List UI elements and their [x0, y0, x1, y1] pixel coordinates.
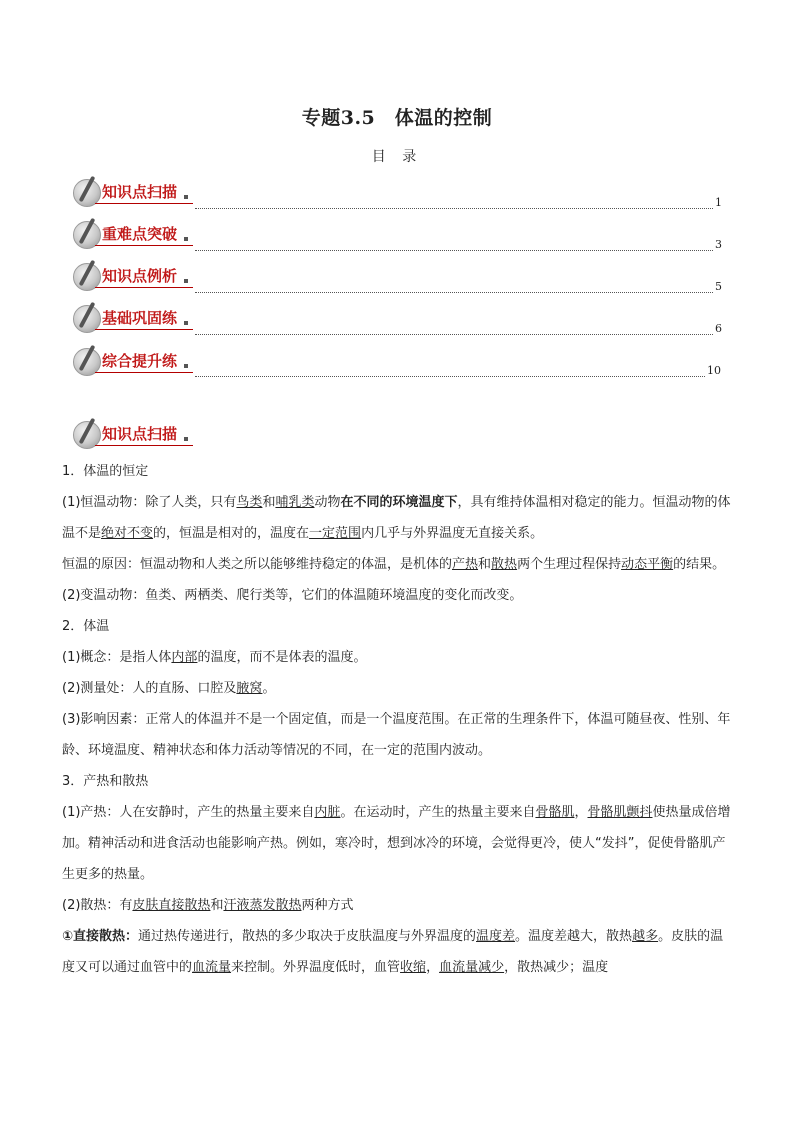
paragraph-6: (3)影响因素：正常人的体温并不是一个固定值，而是一个温度范围。在正常的生理条件下，体温可随昼夜、性别、年龄、环境温度、精神状态和体力活动等情况的不同，在一定的范围内波动。 — [62, 712, 731, 758]
paragraph-3: (2)变温动物：鱼类、两栖类、爬行类等，它们的体温随环境温度的变化而改变。 — [62, 588, 523, 603]
paragraph-8: (2)散热：有皮肤直接散热和汗液蒸发散热两种方式 — [62, 898, 354, 913]
toc-badge-key-points[interactable] — [73, 219, 193, 249]
badge-underline — [95, 372, 193, 373]
badge-underline — [95, 245, 193, 246]
paragraph-5: (2)测量处：人的直肠、口腔及腋窝。 — [62, 681, 276, 696]
section-badge-knowledge-scan — [73, 419, 193, 449]
badge-underline — [95, 329, 193, 330]
toc-page-number: 10 — [707, 364, 721, 377]
toc-leader-dots — [195, 250, 713, 251]
toc-item-label: 重难点突破 — [102, 225, 178, 243]
badge-square — [184, 321, 188, 325]
toc-leader-dots — [195, 208, 713, 209]
badge-underline — [95, 445, 193, 446]
badge-underline — [95, 203, 193, 204]
paragraph-7: (1)产热：人在安静时，产生的热量主要来自内脏。在运动时，产生的热量主要来自骨骼肌，骨骼肌颤抖使热量成倍增加。精神活动和进食活动也能影响产热。例如，寒冷时，想到冰冷的环境，会觉得更冷，使人“发抖”，促使骨骼肌产生更多的热量。 — [62, 805, 731, 882]
heading-1: 1．体温的恒定 — [62, 464, 149, 479]
toc-badge-examples[interactable] — [73, 261, 193, 291]
toc-item-label: 综合提升练 — [102, 352, 178, 370]
paragraph-1: (1)恒温动物：除了人类，只有鸟类和哺乳类动物在不同的环境温度下，具有维持体温相对稳定的能力。恒温动物的体温不是绝对不变的，恒温是相对的，温度在一定范围内几乎与外界温度无直接关系。 — [62, 495, 731, 541]
paragraph-4: (1)概念：是指人体内部的温度，而不是体表的温度。 — [62, 650, 367, 665]
paragraph-2: 恒温的原因：恒温动物和人类之所以能够维持稳定的体温，是机体的产热和散热两个生理过程保持动态平衡的结果。 — [62, 557, 726, 572]
page-title: 专题3.5 体温的控制 — [301, 107, 493, 129]
toc-leader-dots — [195, 376, 705, 377]
paragraph-9: ①直接散热：通过热传递进行，散热的多少取决于皮肤温度与外界温度的温度差。温度差越大，散热越多。皮肤的温度又可以通过血管中的血流量来控制。外界温度低时，血管收缩，血流量减少，散热减少；温度 — [62, 929, 724, 975]
heading-2: 2．体温 — [62, 619, 110, 634]
toc-item-label: 知识点扫描 — [102, 183, 178, 201]
toc-heading: 目 录 — [371, 149, 423, 165]
badge-underline — [95, 287, 193, 288]
toc-leader-dots — [195, 292, 713, 293]
badge-square — [184, 195, 188, 199]
toc-badge-knowledge-scan[interactable] — [73, 177, 193, 207]
badge-square — [184, 279, 188, 283]
toc-badge-basic-practice[interactable] — [73, 303, 193, 333]
toc-page-number: 5 — [715, 280, 722, 293]
toc-page-number: 6 — [715, 322, 722, 335]
badge-square — [184, 437, 188, 441]
badge-square — [184, 237, 188, 241]
toc-page-number: 1 — [715, 196, 722, 209]
section-badge-label: 知识点扫描 — [102, 425, 178, 443]
badge-square — [184, 364, 188, 368]
toc-badge-advanced-practice[interactable] — [73, 346, 193, 376]
heading-3: 3．产热和散热 — [62, 774, 149, 789]
toc-item-label: 基础巩固练 — [102, 309, 178, 327]
toc-item-label: 知识点例析 — [102, 267, 178, 285]
toc-page-number: 3 — [715, 238, 722, 251]
toc-leader-dots — [195, 334, 713, 335]
document-body — [62, 456, 734, 983]
